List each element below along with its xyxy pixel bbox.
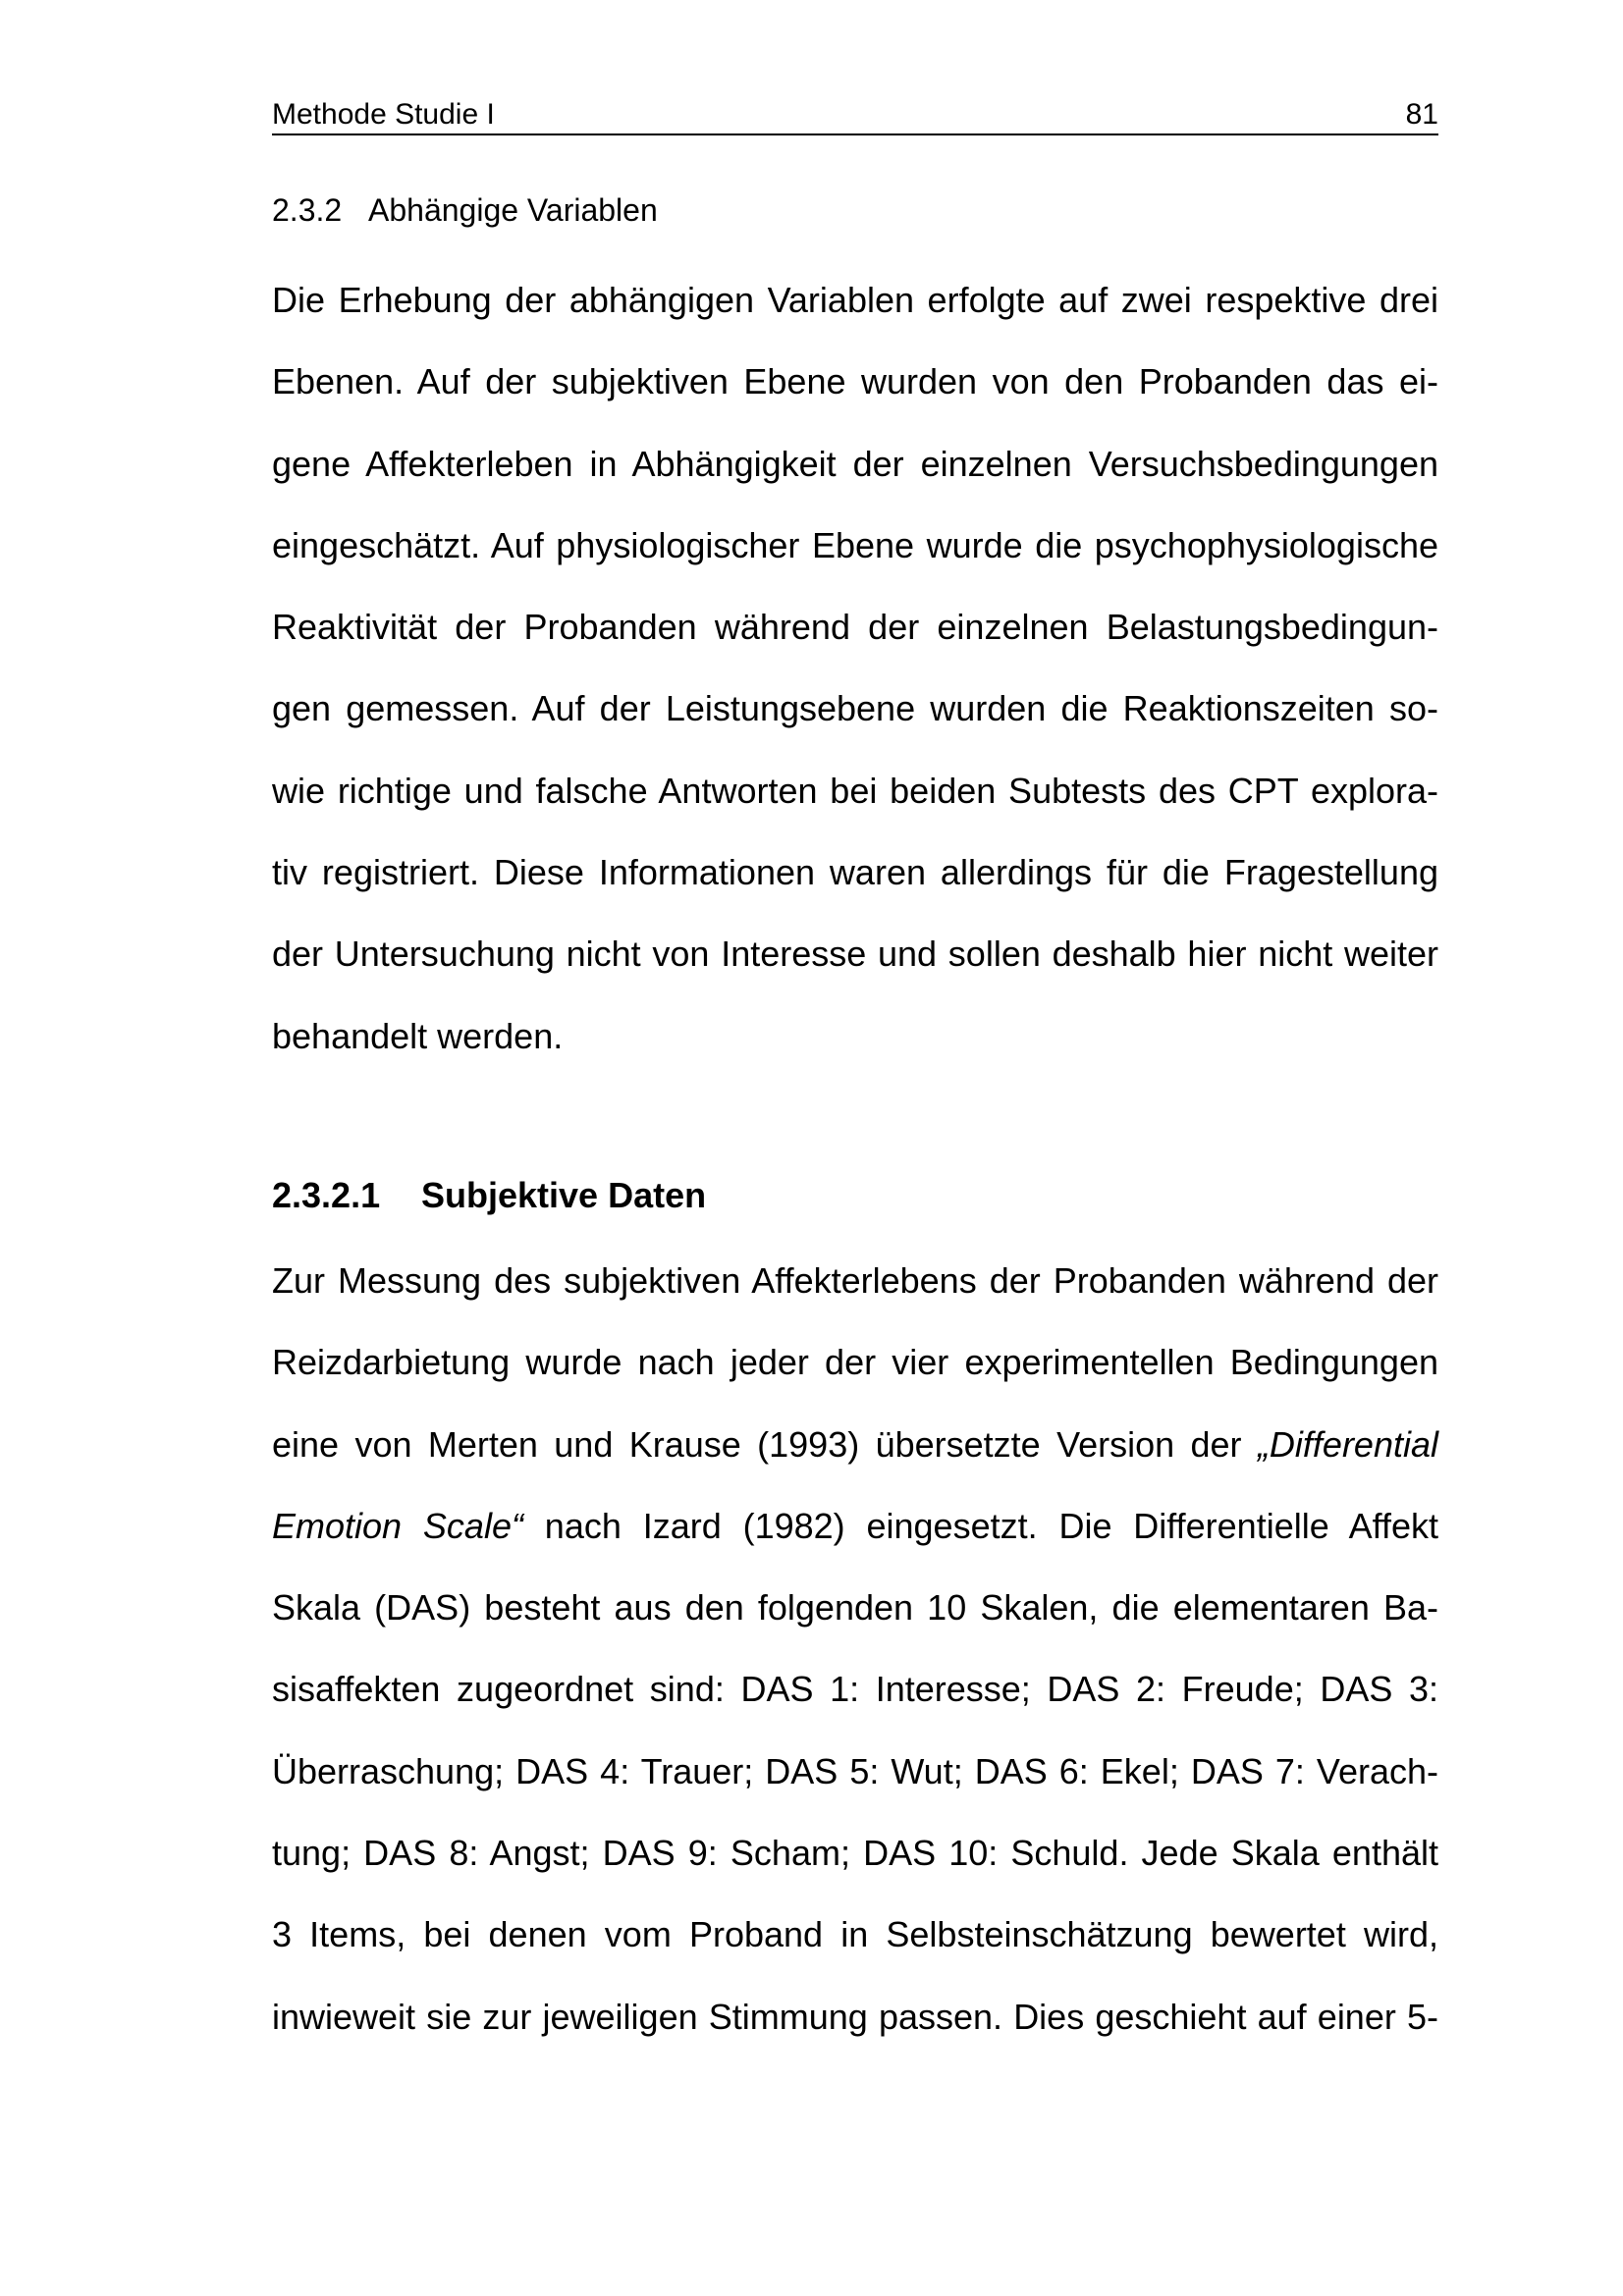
text-segment: nach Izard (1982) eingesetzt. Die Differentielle Affekt: [522, 1505, 1438, 1546]
text-segment: eine von Merten und Krause (1993) übersetzte Version der: [272, 1423, 1258, 1465]
text-line: Zur Messung des subjektiven Affekterlebens der Probanden während der: [272, 1260, 1438, 1301]
text-line: 3 Items, bei denen vom Proband in Selbsteinschätzung bewertet wird,: [272, 1914, 1438, 1955]
running-header: [272, 94, 1438, 135]
text-line: inwieweit sie zur jeweiligen Stimmung passen. Dies geschieht auf einer 5-: [272, 1996, 1438, 2037]
text-line: Überraschung; DAS 4: Trauer; DAS 5: Wut; DAS 6: Ekel; DAS 7: Verach-: [272, 1750, 1438, 1791]
text-line: der Untersuchung nicht von Interesse und sollen deshalb hier nicht weiter: [272, 934, 1438, 975]
paragraph-subjective-data: [272, 1240, 1438, 2057]
header-title: Methode Studie I: [272, 98, 495, 131]
text-line: wie richtige und falsche Antworten bei beiden Subtests des CPT explora-: [272, 770, 1438, 811]
section-heading: [272, 1175, 706, 1216]
scale-name-italic: „Differential: [1257, 1423, 1438, 1465]
text-line: Skala (DAS) besteht aus den folgenden 10 Skalen, die elementaren Ba-: [272, 1587, 1438, 1629]
text-line: tiv registriert. Diese Informationen waren allerdings für die Fragestellung: [272, 852, 1438, 893]
text-line: gene Affekterleben in Abhängigkeit der einzelnen Versuchsbedingungen: [272, 443, 1438, 484]
text-line: eingeschätzt. Auf physiologischer Ebene wurde die psychophysiologische: [272, 524, 1438, 565]
text-line: sisaffekten zugeordnet sind: DAS 1: Interesse; DAS 2: Freude; DAS 3:: [272, 1669, 1438, 1710]
scale-name-italic: Emotion Scale“: [272, 1505, 523, 1546]
subsection-heading: [272, 192, 658, 229]
text-line: [272, 1404, 1438, 1485]
text-line: [272, 1485, 1438, 1567]
section-title: Subjektive Daten: [421, 1175, 707, 1215]
paragraph-dependent-variables: [272, 259, 1438, 1077]
text-line: tung; DAS 8: Angst; DAS 9: Scham; DAS 10: Schuld. Jede Skala enthält: [272, 1833, 1438, 1874]
text-line: Ebenen. Auf der subjektiven Ebene wurden von den Probanden das ei-: [272, 361, 1438, 402]
text-line: behandelt werden.: [272, 1015, 564, 1056]
page-number: 81: [1405, 98, 1438, 131]
text-line: Reaktivität der Probanden während der einzelnen Belastungsbedingun-: [272, 607, 1438, 648]
section-number: 2.3.2.1: [272, 1175, 381, 1215]
subsection-number: 2.3.2: [272, 192, 343, 228]
text-line: gen gemessen. Auf der Leistungsebene wurden die Reaktionszeiten so-: [272, 688, 1438, 729]
text-line: Reizdarbietung wurde nach jeder der vier experimentellen Bedingungen: [272, 1342, 1438, 1383]
subsection-title: Abhängige Variablen: [368, 192, 658, 228]
text-line: Die Erhebung der abhängigen Variablen erfolgte auf zwei respektive drei: [272, 280, 1438, 320]
